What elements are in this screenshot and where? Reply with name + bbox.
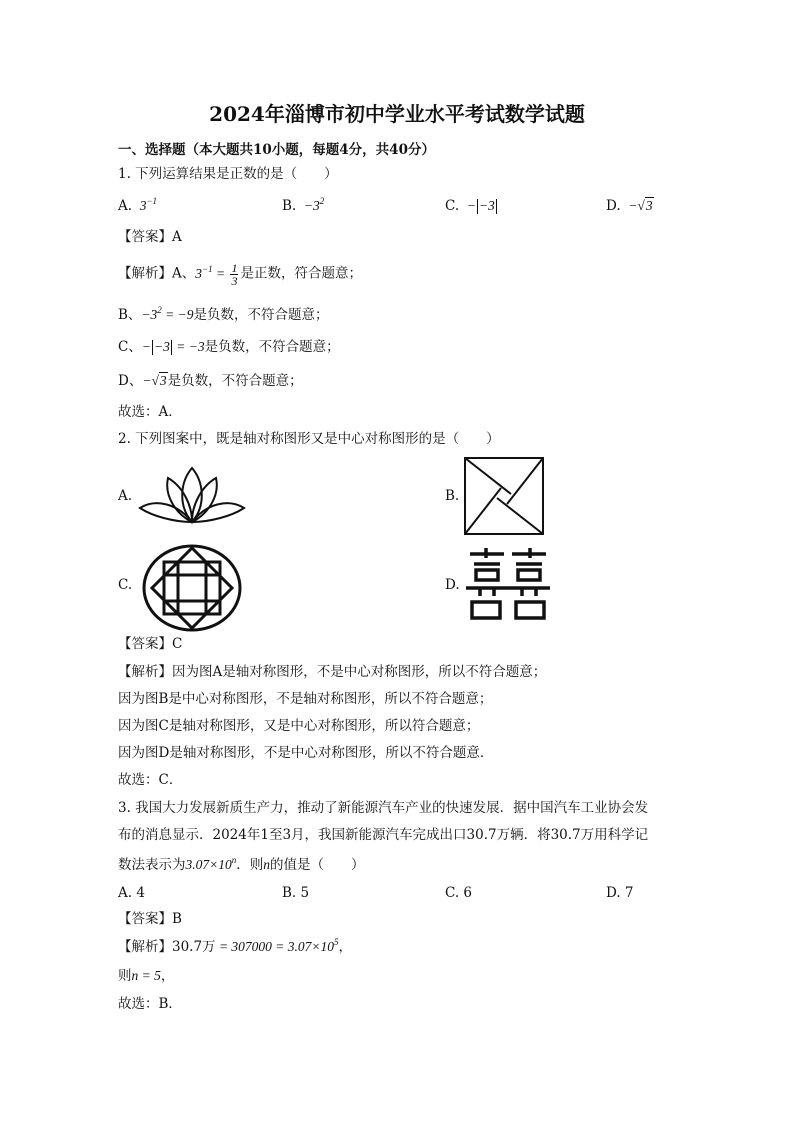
q3-analysis-2-expr: n = 5	[131, 968, 161, 983]
q3-stem-line1: 3. 我国大力发展新质生产力，推动了新能源汽车产业的快速发展．据中国汽车工业协会发	[118, 800, 649, 816]
square-pinwheel-figure	[463, 456, 545, 536]
q3-option-a: A. 4	[118, 885, 145, 901]
q1-analysis-head: 【解析】A、	[118, 265, 196, 282]
q1-option-c	[445, 196, 498, 216]
q1-option-a-label: A.	[118, 198, 133, 214]
circle-window-figure	[140, 544, 244, 632]
q3-conclusion: 故选：B．	[118, 996, 182, 1012]
q1-analysis-a	[118, 262, 362, 287]
q1-option-d-label: D.	[606, 198, 621, 214]
q1-option-b	[282, 196, 324, 217]
q1-analysis-c-head: C、	[118, 339, 142, 355]
q2-analysis-3: 因为图C是轴对称图形，又是中心对称图形，所以符合题意；	[118, 718, 480, 734]
q1-option-b-expr: $-3^2$	[300, 196, 325, 213]
q2-analysis-4: 因为图D是轴对称图形，不是中心对称图形，所以不符合题意．	[118, 745, 494, 761]
q3-analysis-1: 【解析】30.7万 = $307000 = 3.07\times 10^5$，	[118, 937, 353, 955]
q1-option-a-expr: $3^{-1}$	[136, 196, 158, 213]
q1-analysis-c-expr: − −3 = −3	[141, 339, 205, 354]
q3-analysis-2: 则n = 5，	[118, 968, 175, 984]
q1-option-a	[118, 196, 157, 217]
q1-option-b-label: B.	[282, 198, 297, 214]
q1-analysis-d-head: D、	[118, 373, 143, 389]
q3-stem-line2: 布的消息显示．2024年1至3月，我国新能源汽车完成出口30.7万辆．将30.7万用科学记	[118, 827, 649, 843]
q3-option-b: B. 5	[282, 885, 310, 901]
q1-analysis-b-tail: 是负数，不符合题意；	[193, 307, 329, 323]
q1-analysis-b-expr: $-3^2 = -9$	[141, 305, 194, 322]
q2-conclusion: 故选：C．	[118, 772, 183, 788]
q2-option-a-label: A.	[118, 488, 133, 504]
q3-stem-expr: $3.07\times 10^n$	[185, 855, 237, 872]
q1-option-c-expr: − −3	[463, 198, 495, 213]
q1-option-d-expr: −√3	[624, 198, 653, 213]
q1-analysis-d-tail: 是负数，不符合题意；	[167, 373, 303, 389]
q3-stem-line3-end: 的值是（ ）	[270, 857, 365, 873]
q3-stem-variable: n	[263, 857, 270, 872]
q2-answer: 【答案】C	[118, 636, 183, 652]
q1-analysis-d	[118, 371, 303, 391]
q3-analysis-head: 【解析】30.7万	[118, 939, 216, 955]
q3-analysis-2-head: 则	[118, 968, 132, 984]
q2-stem: 2. 下列图案中，既是轴对称图形又是中心对称图形的是（ ）	[118, 431, 500, 447]
q2-option-d-label: D.	[445, 577, 460, 593]
q3-stem-line3-tail: ．则	[236, 857, 264, 873]
q1-analysis-b	[118, 305, 329, 326]
q2-analysis-1: 【解析】因为图A是轴对称图形，不是中心对称图形，所以不符合题意；	[118, 664, 547, 680]
page-title: 2024年淄博市初中学业水平考试数学试题	[209, 102, 585, 126]
q1-analysis-c-tail: 是负数，不符合题意；	[204, 339, 340, 355]
q1-option-c-label: C.	[445, 198, 460, 214]
q1-answer: 【答案】A	[118, 229, 182, 245]
q1-conclusion: 故选：A．	[118, 404, 182, 420]
q3-option-c: C. 6	[445, 885, 473, 901]
q3-stem-line3-head: 数法表示为	[118, 857, 186, 873]
double-happiness-figure	[464, 546, 552, 622]
q2-option-b-label: B.	[445, 488, 460, 504]
q3-option-d: D. 7	[606, 885, 634, 901]
q1-option-d	[606, 196, 654, 216]
q1-analysis-c	[118, 337, 340, 357]
q2-option-c-label: C.	[118, 577, 133, 593]
q1-stem: 1. 下列运算结果是正数的是（ ）	[118, 166, 338, 182]
q3-stem-line3	[118, 855, 365, 876]
q3-analysis-expr: = $307000 = 3.07\times 10^5$	[215, 937, 339, 954]
q3-answer: 【答案】B	[118, 911, 182, 927]
section-heading: 一、选择题（本大题共10小题，每题4分，共40分）	[118, 142, 435, 158]
q1-analysis-a-expr: $3^{-1}$ = $\frac{1}{3}$	[195, 261, 238, 288]
q1-analysis-a-tail: 是正数，符合题意；	[240, 265, 362, 282]
q1-analysis-b-head: B、	[118, 307, 142, 323]
q2-analysis-2: 因为图B是中心对称图形，不是轴对称图形，所以不符合题意；	[118, 691, 493, 707]
lotus-figure	[138, 462, 246, 526]
q1-analysis-d-expr: −√3	[142, 373, 167, 388]
